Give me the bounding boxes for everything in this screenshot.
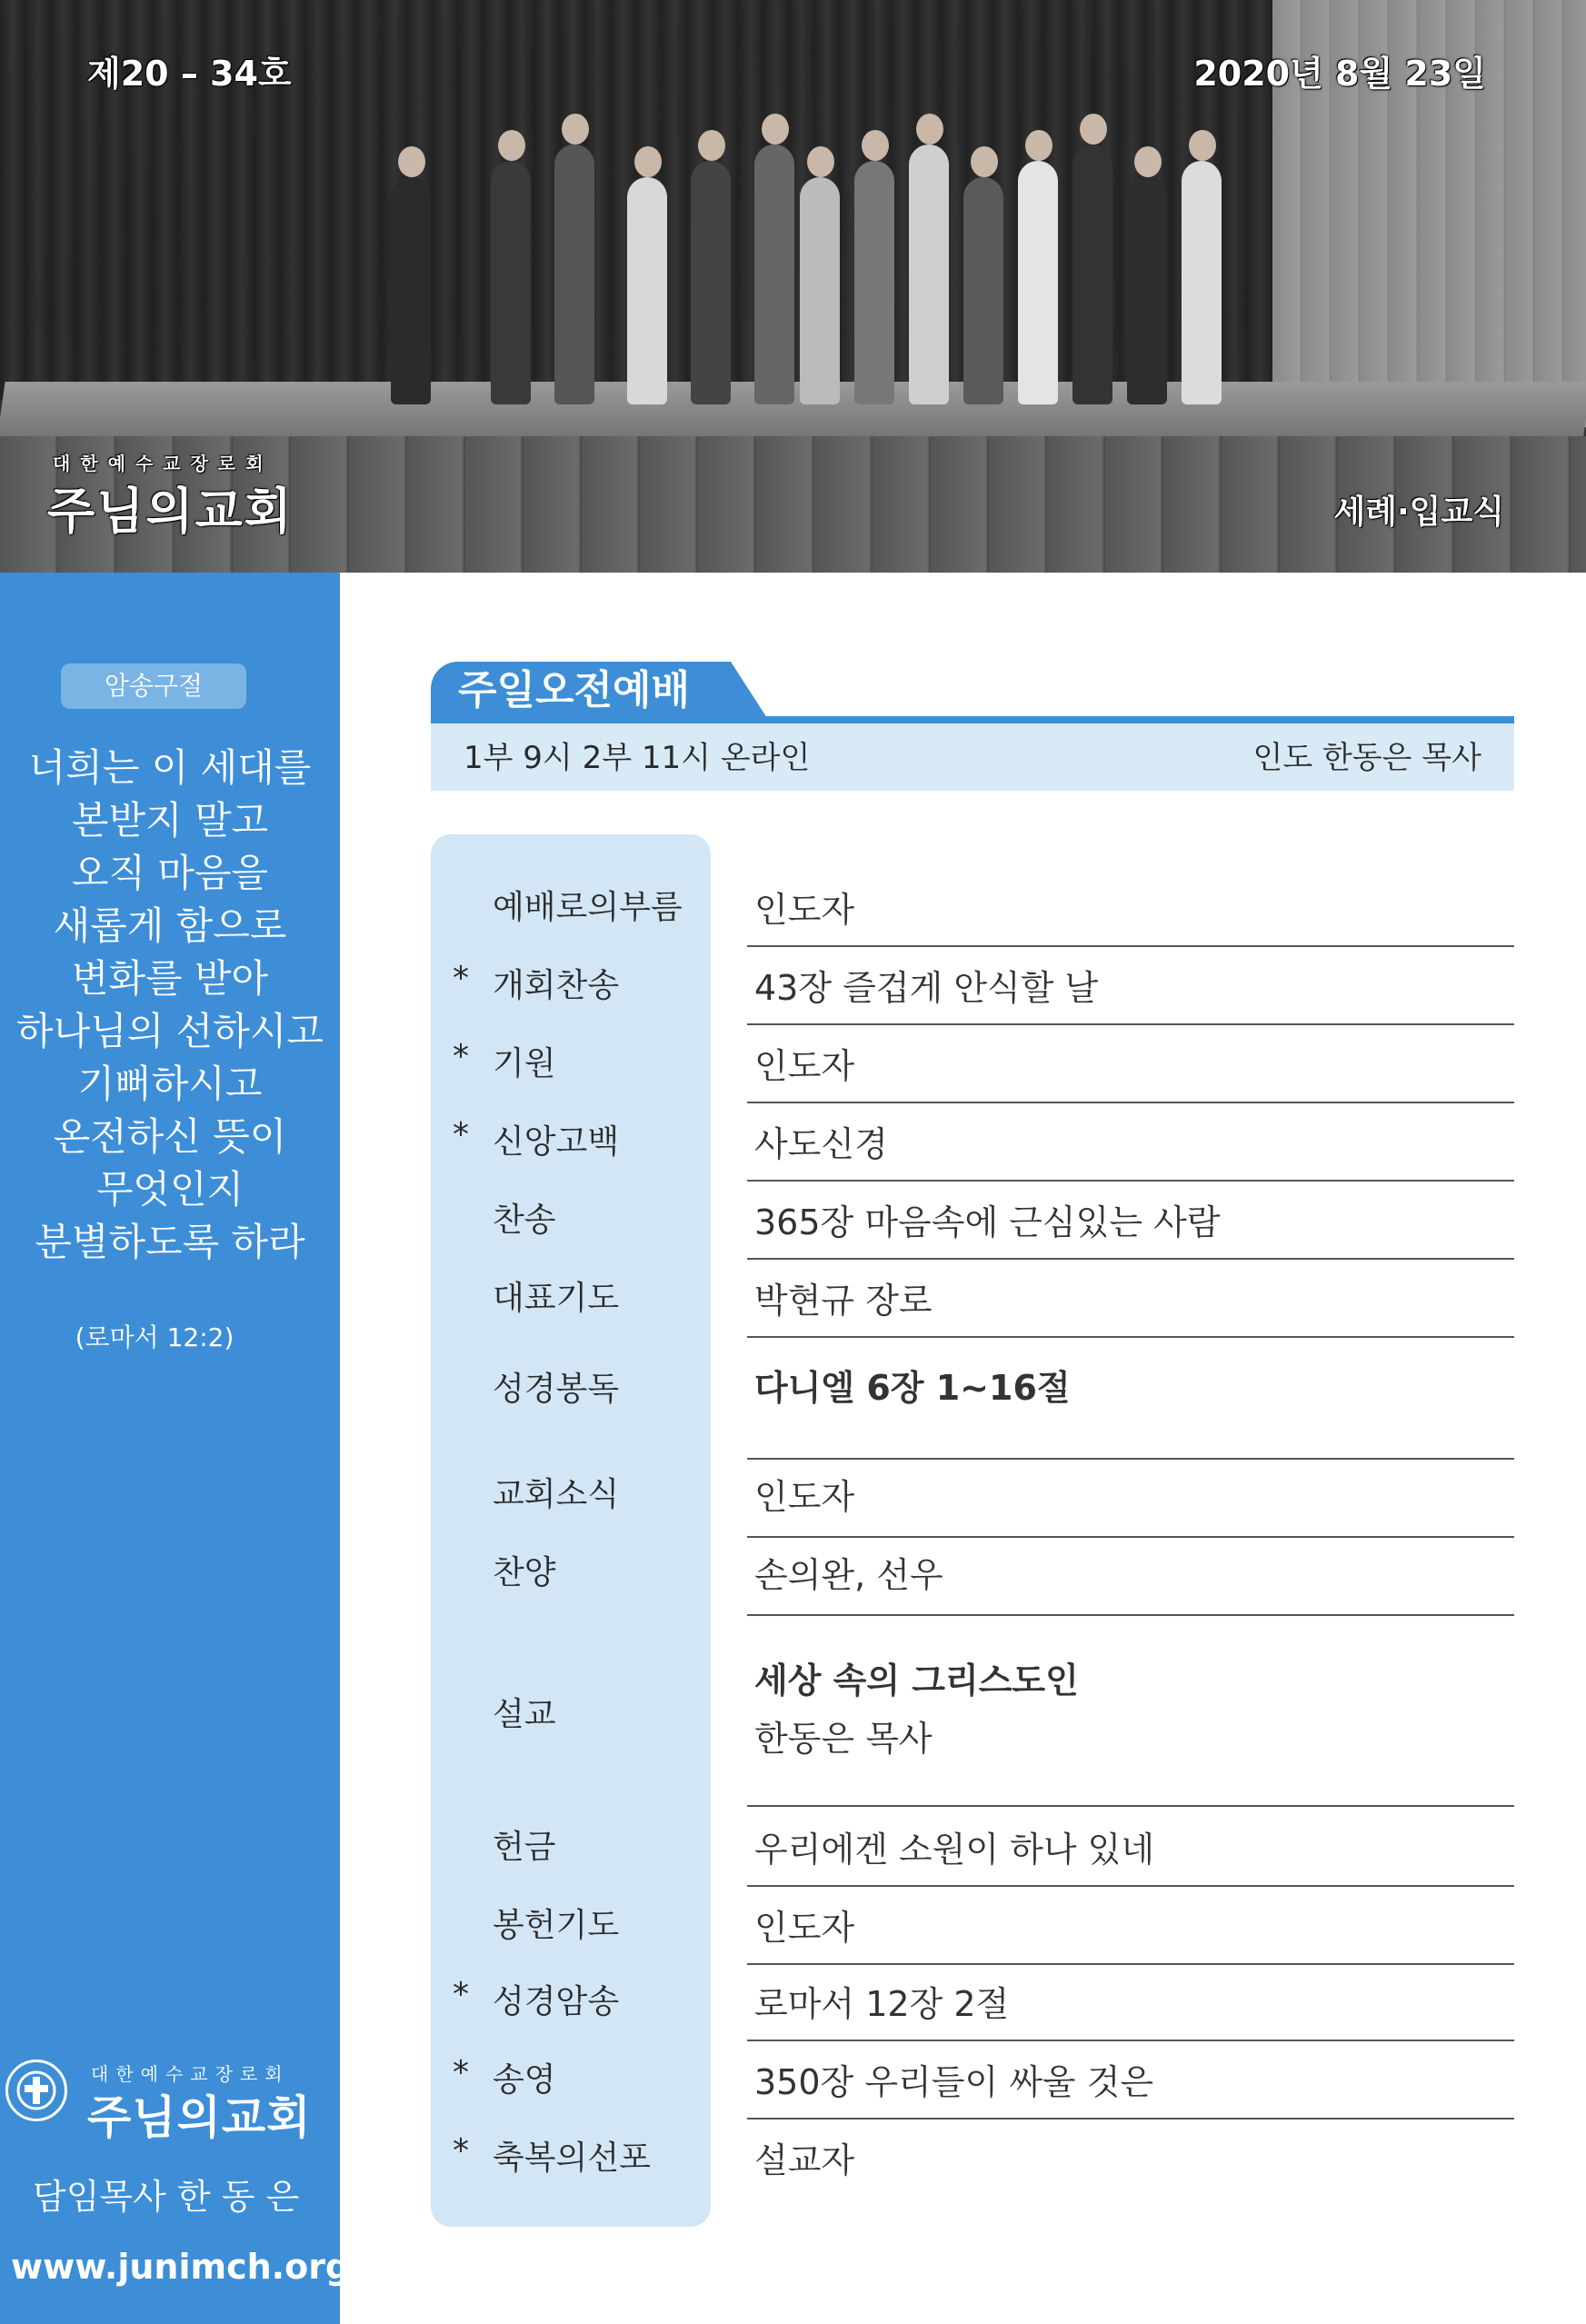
order-item-name: 기원: [493, 1045, 556, 1082]
service-info-bar: [431, 723, 1514, 791]
row-divider: [747, 2118, 1514, 2120]
standing-mark: *: [453, 1116, 469, 1153]
person-head: [1025, 130, 1052, 161]
photo-caption: 세례·입교식: [1333, 494, 1504, 531]
person-figure: [963, 177, 1003, 404]
person-head: [398, 146, 425, 177]
sidebar: [0, 573, 351, 2324]
row-divider: [747, 1536, 1514, 1538]
standing-mark: *: [453, 2054, 469, 2091]
order-item-content: 설교자: [754, 2140, 855, 2180]
person-figure: [854, 161, 894, 404]
standing-mark: *: [453, 960, 469, 997]
service-divider: [431, 716, 1514, 723]
standing-mark: *: [453, 1038, 469, 1075]
order-item-name: 신앙고백: [493, 1123, 620, 1161]
person-head: [1080, 114, 1107, 145]
verse-line: 분별하도록 하라: [35, 1220, 305, 1264]
order-item-name: 찬송: [493, 1202, 556, 1239]
person-head: [762, 114, 789, 145]
row-divider: [747, 1180, 1514, 1182]
person-figure: [391, 177, 431, 404]
order-item-content: 인도자: [754, 1046, 855, 1086]
person-figure: [691, 161, 731, 404]
order-item-name: 설교: [493, 1696, 556, 1733]
row-divider: [747, 1805, 1514, 1807]
person-head: [807, 146, 834, 177]
senior-pastor: 담임목사 한 동 은: [33, 2177, 300, 2217]
order-item-name: 교회소식: [493, 1476, 620, 1513]
sidebar-denomination: 대한예수교장로회: [91, 2063, 290, 2085]
person-head: [862, 130, 889, 161]
order-item-content: 인도자: [754, 890, 855, 930]
order-item-name: 성경봉독: [493, 1371, 620, 1408]
verse-line: 기뻐하시고: [77, 1062, 263, 1106]
order-item-content: 사도신경: [754, 1124, 888, 1164]
verse-line: 하나님의 선하시고: [16, 1009, 324, 1053]
person-figure: [1127, 177, 1167, 404]
header-photo: [0, 0, 1586, 573]
verse-line: 오직 마음을: [71, 851, 269, 895]
order-item-content: 43장 즐겁게 안식할 날: [754, 968, 1099, 1008]
person-head: [1134, 146, 1162, 177]
row-divider: [747, 1023, 1514, 1025]
order-item-name: 대표기도: [493, 1280, 620, 1317]
church-name: 주님의교회: [47, 483, 294, 540]
person-head: [916, 114, 943, 145]
order-item-name: 축복의선포: [493, 2139, 651, 2177]
verse-line: 너희는 이 세대를: [28, 745, 312, 790]
verse-line: 무엇인지: [95, 1167, 244, 1212]
person-head: [698, 130, 725, 161]
issue-number: 제20 – 34호: [87, 54, 292, 94]
person-head: [971, 146, 998, 177]
order-item-name: 찬양: [493, 1554, 556, 1591]
row-divider: [747, 1614, 1514, 1616]
person-figure: [1182, 161, 1222, 404]
person-figure: [754, 145, 794, 404]
row-divider: [747, 1258, 1514, 1260]
person-head: [498, 130, 525, 161]
person-figure: [554, 145, 594, 404]
order-item-content: 365장 마음속에 근심있는 사람: [754, 1202, 1221, 1242]
person-figure: [909, 145, 949, 404]
person-head: [634, 146, 662, 177]
service-leader: 인도 한동은 목사: [1252, 740, 1481, 776]
order-item-content: 인도자: [754, 1908, 855, 1948]
person-figure: [800, 177, 840, 404]
order-item-name: 봉헌기도: [493, 1907, 620, 1944]
order-item-name: 헌금: [493, 1829, 556, 1866]
person-figure: [1018, 161, 1058, 404]
memory-verse: [0, 742, 340, 1269]
bulletin-date: 2020년 8월 23일: [1193, 54, 1486, 94]
row-divider: [747, 1963, 1514, 1965]
order-item-content: 우리에겐 소원이 하나 있네: [754, 1830, 1155, 1870]
verse-line: 변화를 받아: [71, 956, 269, 1001]
church-logo-icon: [5, 2060, 67, 2121]
standing-mark: *: [453, 2132, 469, 2169]
person-figure: [627, 177, 667, 404]
row-divider: [747, 2040, 1514, 2041]
row-divider: [747, 1458, 1514, 1460]
order-item-content: 박현규 장로: [754, 1281, 933, 1321]
order-item-name: 예배로의부름: [493, 889, 683, 926]
person-figure: [1072, 145, 1112, 404]
order-item-content: 로마서 12장 2절: [754, 1984, 1010, 2024]
denomination-label: 대한예수교장로회: [53, 453, 274, 474]
row-divider: [747, 945, 1514, 947]
sidebar-church-name: 주님의교회: [87, 2091, 312, 2144]
row-divider: [747, 1336, 1514, 1338]
person-head: [1189, 130, 1216, 161]
verse-reference: (로마서 12:2): [75, 1322, 234, 1352]
order-item-name: 송영: [493, 2061, 556, 2099]
person-figure: [491, 161, 531, 404]
order-item-content: 인도자: [754, 1477, 855, 1517]
verse-line: 본받지 말고: [71, 798, 269, 843]
order-item-content: 다니엘 6장 1~16절: [754, 1368, 1071, 1408]
row-divider: [747, 1102, 1514, 1103]
order-item-content: 세상 속의 그리스도인: [754, 1661, 1079, 1701]
order-item-name: 개회찬송: [493, 967, 620, 1004]
service-title: 주일오전예배: [431, 662, 731, 718]
preacher-name: 한동은 목사: [754, 1719, 933, 1759]
verse-line: 온전하신 뜻이: [53, 1114, 287, 1159]
order-item-name: 성경암송: [493, 1983, 620, 2020]
row-divider: [747, 1885, 1514, 1887]
order-item-content: 350장 우리들이 싸울 것은: [754, 2062, 1154, 2102]
verse-line: 새롭게 함으로: [53, 903, 287, 948]
service-times: 1부 9시 2부 11시 온라인: [464, 740, 811, 776]
order-item-content: 손의완, 선우: [754, 1555, 943, 1595]
memory-verse-badge: 암송구절: [61, 663, 246, 709]
person-head: [562, 114, 589, 145]
standing-mark: *: [453, 1976, 469, 2013]
website-link[interactable]: www.junimch.org: [11, 2247, 351, 2287]
